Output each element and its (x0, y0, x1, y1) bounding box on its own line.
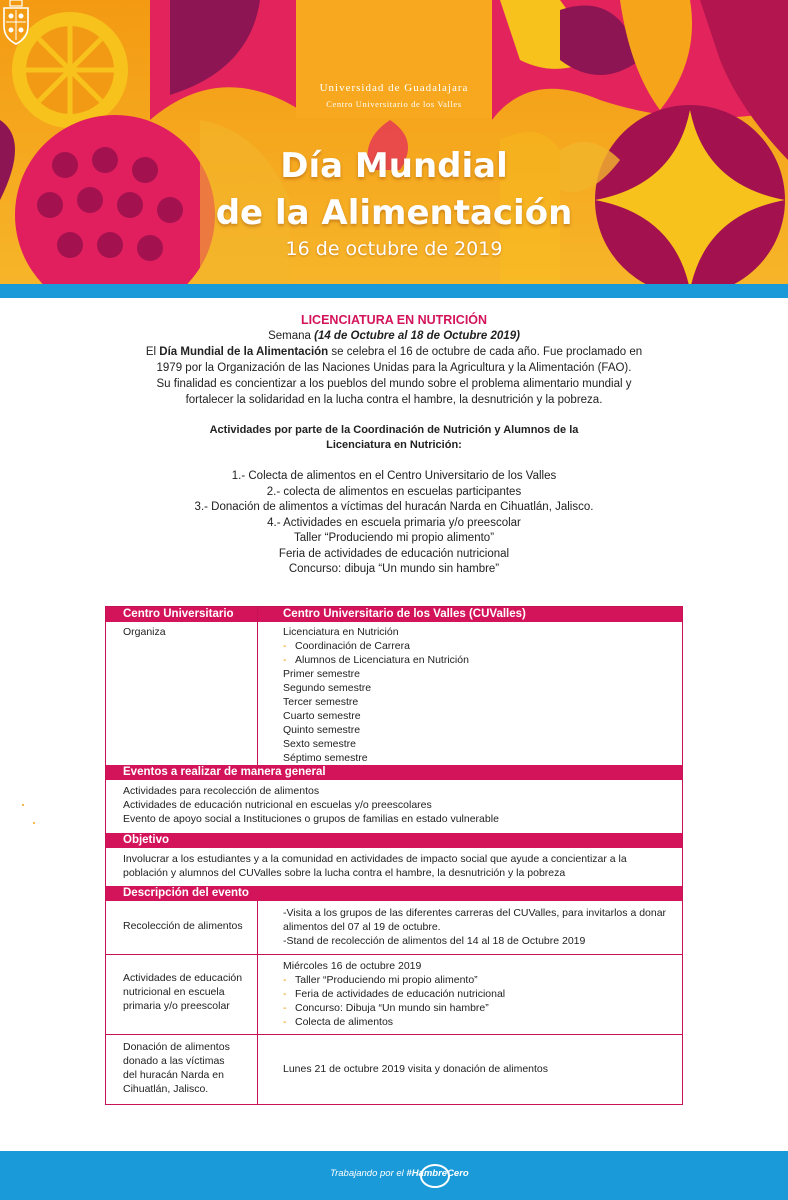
intro-text: El (145, 346, 157, 358)
column-divider (257, 607, 258, 769)
row-label-line: del huracán Narda en (123, 1069, 224, 1081)
semester-item: Séptimo semestre (283, 752, 368, 764)
program-title: LICENCIATURA EN NUTRICIÓN (300, 313, 488, 327)
university-center-name: Centro Universitario de los Valles (326, 99, 462, 109)
activities-title-line: Actividades por parte de la Coordinación de Nutrición y Alumnos de la (209, 424, 579, 436)
row-divider (106, 954, 682, 955)
section-header-objetivo (106, 833, 682, 848)
objetivo-line: población y alumnos del CUValles sobre la lucha contra el hambre, la desnutrición y la pobreza (123, 867, 566, 879)
list-item: Actividades para recolección de alimentos (123, 785, 320, 797)
decorative-dot (22, 804, 24, 806)
organiza-label: Organiza (123, 626, 166, 638)
intro-section (100, 312, 688, 408)
row-label-line: Donación de alimentos (123, 1041, 230, 1053)
list-item: - Colecta de alimentos (283, 1016, 394, 1028)
row-label-line: nutricional en escuela (123, 986, 225, 998)
week-range: (14 de Octubre al 18 de Octubre 2019) (314, 330, 520, 342)
list-item: - Taller “Produciendo mi propio alimento” (283, 974, 478, 986)
semester-item: Quinto semestre (283, 724, 361, 736)
row-text-donacion: Lunes 21 de octubre 2019 visita y donación de alimentos (283, 1063, 549, 1075)
university-seal-icon (0, 0, 32, 46)
list-item: 3.- Donación de alimentos a víctimas del huracán Narda en Cihuatlán, Jalisco. (194, 501, 594, 513)
table-header-left: Centro Universitario (123, 608, 234, 620)
semester-item: Cuarto semestre (283, 710, 361, 722)
page-title-line2: de la Alimentación (215, 193, 573, 233)
footer-tag-prefix: Trabajando por el (330, 1168, 404, 1179)
event-date: 16 de octubre de 2019 (285, 238, 503, 260)
row-text-actividades (283, 959, 505, 1029)
objetivo-text (123, 852, 627, 880)
list-item: - Feria de actividades de educación nutricional (283, 988, 506, 1000)
row-text-line: alimentos del 07 al 19 de octubre. (283, 921, 441, 933)
list-item: - Alumnos de Licenciatura en Nutrición (283, 654, 469, 666)
intro-text: fortalecer la solidaridad en la lucha contra el hambre, la desnutrición y la pobreza. (185, 394, 603, 406)
semester-item: Primer semestre (283, 668, 361, 680)
intro-text: 1979 por la Organización de las Naciones Unidas para la Agricultura y la Alimentación (FAO). (156, 362, 632, 374)
section-header-label: Objetivo (123, 834, 170, 846)
list-item: - Coordinación de Carrera (283, 640, 410, 652)
table-header-row (106, 607, 682, 622)
activities-title-line: Licenciatura en Nutrición: (326, 439, 462, 451)
row-text-recoleccion (283, 906, 681, 948)
activities-title (150, 423, 638, 453)
intro-bold-text: Día Mundial de la Alimentación (159, 346, 329, 358)
header-divider-stripe (0, 284, 788, 298)
list-item: Feria de actividades de educación nutricional (278, 547, 510, 560)
list-item-text: Concurso: Dibuja “Un mundo sin hambre” (295, 1002, 489, 1014)
row-label-line: primaria y/o preescolar (123, 1000, 230, 1012)
row-text-line: -Stand de recolección de alimentos del 14 al 18 de Octubre 2019 (283, 935, 586, 947)
table-header-right: Centro Universitario de los Valles (CUValles) (283, 608, 526, 620)
list-item: Actividades de educación nutricional en escuelas y/o preescolares (123, 799, 432, 811)
section-header-label: Eventos a realizar de manera general (123, 766, 326, 778)
decorative-dot (33, 822, 35, 824)
organiza-details (283, 625, 469, 765)
week-line (100, 328, 688, 344)
list-item: Taller “Produciendo mi propio alimento” (293, 532, 495, 544)
organiza-title: Licenciatura en Nutrición (283, 626, 399, 638)
footer-bar (0, 1151, 788, 1200)
column-divider (257, 901, 258, 1104)
row-label-line: Cihuatlán, Jalisco. (123, 1083, 209, 1095)
list-item: - Concurso: Dibuja “Un mundo sin hambre” (283, 1002, 489, 1014)
row-divider (106, 1034, 682, 1035)
event-table (105, 606, 683, 1105)
hambre-cero-ring-icon (410, 1163, 460, 1189)
university-name: Universidad de Guadalajara (319, 82, 469, 94)
row-label-line: donado a las víctimas (123, 1055, 225, 1067)
activities-list (100, 469, 688, 578)
row-label-recoleccion: Recolección de alimentos (123, 920, 243, 932)
row-text-line: -Visita a los grupos de las diferentes carreras del CUValles, para invitarlos a donar (283, 907, 667, 919)
list-item: 1.- Colecta de alimentos en el Centro Universitario de los Valles (231, 470, 557, 482)
list-item: 4.- Actividades en escuela primaria y/o preescolar (267, 516, 521, 529)
list-item-text: Feria de actividades de educación nutricional (295, 988, 506, 1000)
objetivo-line: Involucrar a los estudiantes y a la comunidad en actividades de impacto social que ayude a concientizar a la (123, 853, 627, 865)
row-label-line: Actividades de educación (123, 972, 243, 984)
eventos-list (123, 784, 499, 826)
week-prefix: Semana (268, 330, 311, 342)
header-banner (0, 0, 788, 284)
semester-item: Sexto semestre (283, 738, 356, 750)
row-label-donacion (123, 1040, 230, 1096)
intro-paragraph (100, 344, 688, 408)
list-item-text: Coordinación de Carrera (295, 640, 410, 652)
semester-item: Segundo semestre (283, 682, 372, 694)
list-item: Evento de apoyo social a Instituciones o grupos de familias en estado vulnerable (123, 813, 499, 825)
list-item: Concurso: dibuja “Un mundo sin hambre” (288, 563, 500, 575)
row-label-actividades (123, 971, 242, 1013)
section-header-descripcion (106, 886, 682, 901)
list-item: 2.- colecta de alimentos en escuelas participantes (266, 485, 522, 498)
intro-text: se celebra el 16 de octubre de cada año. Fue proclamado en (331, 346, 643, 358)
section-header-label: Descripción del evento (123, 887, 249, 899)
list-item-text: Taller “Produciendo mi propio alimento” (295, 974, 478, 986)
list-item-text: Colecta de alimentos (295, 1016, 394, 1028)
list-item-text: Alumnos de Licenciatura en Nutrición (295, 654, 469, 666)
section-header-eventos (106, 765, 682, 780)
page-title-line1: Día Mundial (280, 146, 508, 186)
semester-item: Tercer semestre (283, 696, 359, 708)
row-date: Miércoles 16 de octubre 2019 (283, 960, 422, 972)
footer-hashtag: #HambreCero (406, 1168, 469, 1179)
intro-text: Su finalidad es concientizar a los pueblos del mundo sobre el problema alimentario mundial y (156, 378, 632, 390)
